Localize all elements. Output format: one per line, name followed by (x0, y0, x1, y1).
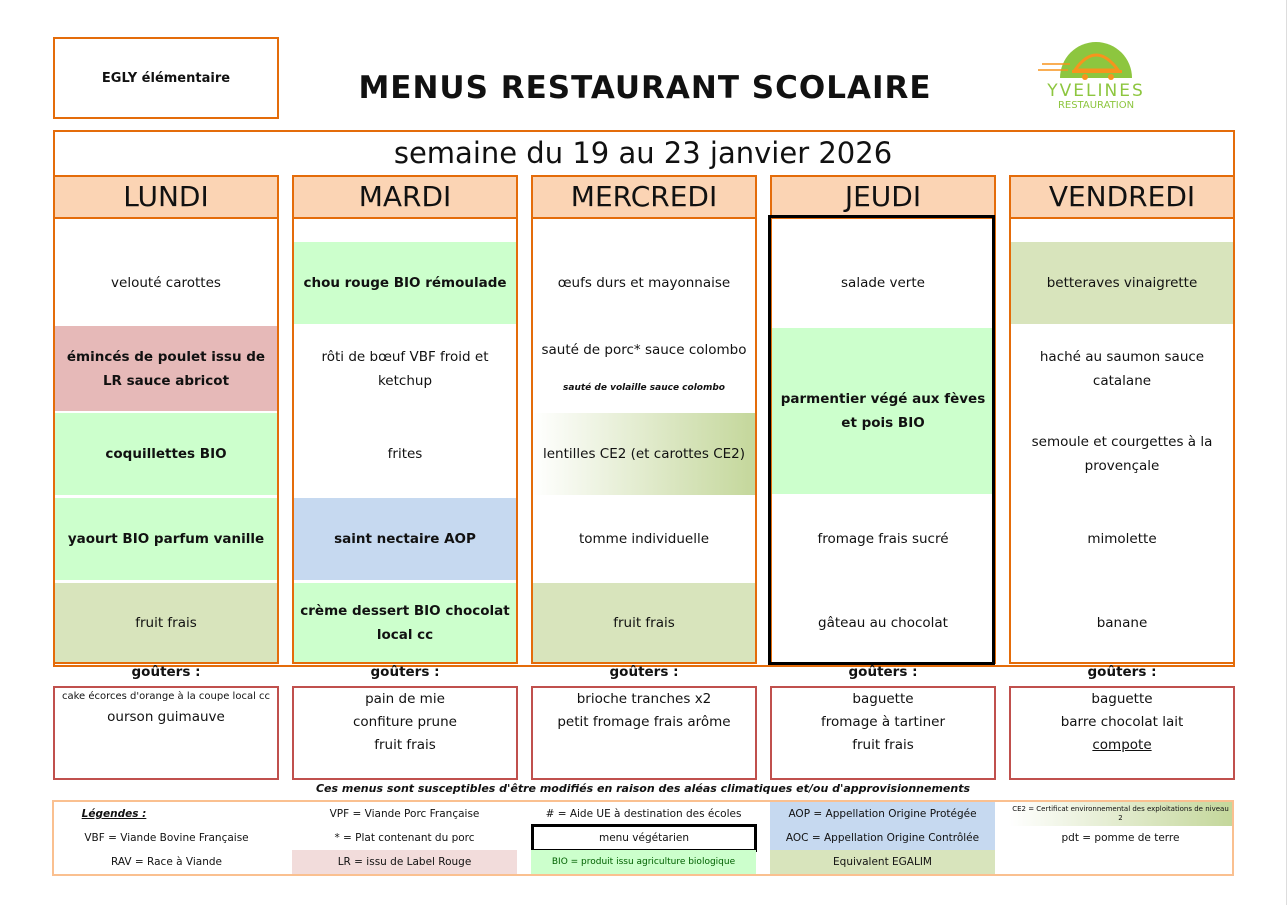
legend-pdt: pdt = pomme de terre (1061, 832, 1180, 844)
disclaimer: Ces menus sont susceptibles d'être modifiés en raison des aléas climatiques et/ou d'approvisionnements (315, 782, 971, 795)
main-dish: parmentier végé aux fèves et pois BIO (772, 328, 994, 494)
legend-bio: BIO = produit issu agriculture biologique (531, 850, 756, 874)
gouter-item: barre chocolat lait (1060, 714, 1184, 730)
gouter-mardi (292, 686, 518, 780)
dessert: fruit frais (533, 583, 755, 662)
legend-vbf: VBF = Viande Bovine Française (84, 832, 249, 844)
svg-text:YVELINES: YVELINES (1047, 81, 1145, 101)
legend-aoc: AOC = Appellation Origine Contrôlée (770, 826, 995, 850)
svg-text:RESTAURATION: RESTAURATION (1057, 100, 1135, 111)
legend-rav: RAV = Race à Viande (111, 856, 222, 868)
day-column-mardi (292, 175, 518, 664)
gouters-label: goûters : (609, 664, 679, 680)
legend-ce2: CE2 = Certificat environnemental des exploitations de niveau 2 (1009, 802, 1232, 826)
main-dish: émincés de poulet issu de LR sauce abricot (55, 326, 277, 411)
main-dish-pork: sauté de porc* sauce colombo (541, 341, 747, 358)
gouter-jeudi (770, 686, 996, 780)
day-column-lundi (53, 175, 279, 664)
day-column-mercredi (531, 175, 757, 664)
gouter-mercredi (531, 686, 757, 780)
vegetarian-menu-outline (768, 215, 995, 665)
day-header: MARDI (294, 175, 516, 219)
legend-egalim: Equivalent EGALIM (770, 850, 995, 874)
dessert: banane (1011, 583, 1233, 662)
day-header: LUNDI (55, 175, 277, 219)
yvelines-restauration-logo (1030, 28, 1160, 113)
day-column-vendredi (1009, 175, 1235, 664)
side-dish: coquillettes BIO (55, 413, 277, 495)
gouter-item: ourson guimauve (107, 709, 225, 725)
gouter-vendredi (1009, 686, 1235, 780)
legend-ue: # = Aide UE à destination des écoles (545, 808, 742, 820)
gouter-item: brioche tranches x2 (576, 691, 712, 707)
dessert: gâteau au chocolat (772, 583, 994, 662)
gouter-item: baguette (1091, 691, 1153, 707)
day-header: JEUDI (772, 175, 994, 219)
gouter-item: petit fromage frais arôme (557, 714, 731, 730)
side-dish: semoule et courgettes à la provençale (1011, 413, 1233, 495)
cheese: tomme individuelle (533, 498, 755, 580)
side-dish: frites (294, 413, 516, 495)
starter: velouté carottes (55, 242, 277, 324)
gouter-item: confiture prune (353, 714, 457, 730)
legend-aop: AOP = Appellation Origine Protégée (770, 802, 995, 826)
starter: chou rouge BIO rémoulade (294, 242, 516, 324)
gouter-item: fruit frais (852, 737, 914, 753)
gouter-item: pain de mie (365, 691, 445, 707)
legend-porc: * = Plat contenant du porc (334, 832, 475, 844)
gouter-item: fruit frais (374, 737, 436, 753)
legend (52, 800, 1234, 876)
side-dish: lentilles CE2 (et carottes CE2) (533, 413, 755, 495)
starter: œufs durs et mayonnaise (533, 242, 755, 324)
starter: betteraves vinaigrette (1011, 242, 1233, 324)
legend-lr: LR = issu de Label Rouge (292, 850, 517, 874)
gouters-label: goûters : (848, 664, 918, 680)
dessert: crème dessert BIO chocolat local cc (294, 583, 516, 662)
day-header: MERCREDI (533, 175, 755, 219)
cheese: yaourt BIO parfum vanille (55, 498, 277, 580)
page-title: MENUS RESTAURANT SCOLAIRE (358, 70, 932, 106)
legend-vpf: VPF = Viande Porc Française (329, 808, 480, 820)
day-header: VENDREDI (1011, 175, 1233, 219)
gouter-item: cake écorces d'orange à la coupe local cc (61, 691, 271, 702)
legend-title: Légendes : (81, 808, 147, 820)
gouters-label: goûters : (1087, 664, 1157, 680)
gouters-label: goûters : (131, 664, 201, 680)
gouter-item: fromage à tartiner (821, 714, 945, 730)
gouters-label: goûters : (370, 664, 440, 680)
main-dish: haché au saumon sauce catalane (1011, 326, 1233, 411)
gouter-lundi (53, 686, 279, 780)
cheese: saint nectaire AOP (294, 498, 516, 580)
cheese: mimolette (1011, 498, 1233, 580)
gouter-item: baguette (852, 691, 914, 707)
main-dish: rôti de bœuf VBF froid et ketchup (294, 326, 516, 411)
dessert: fruit frais (55, 583, 277, 662)
gouter-item: compote (1092, 737, 1152, 753)
school-name: EGLY élémentaire (53, 37, 279, 119)
cheese: fromage frais sucré (772, 498, 994, 580)
legend-vegetarian: menu végétarien (531, 824, 757, 852)
week-title: semaine du 19 au 23 janvier 2026 (393, 136, 893, 170)
main-dish-alternative: sauté de volaille sauce colombo (563, 382, 725, 393)
starter: salade verte (772, 242, 994, 324)
main-dish (533, 326, 755, 411)
